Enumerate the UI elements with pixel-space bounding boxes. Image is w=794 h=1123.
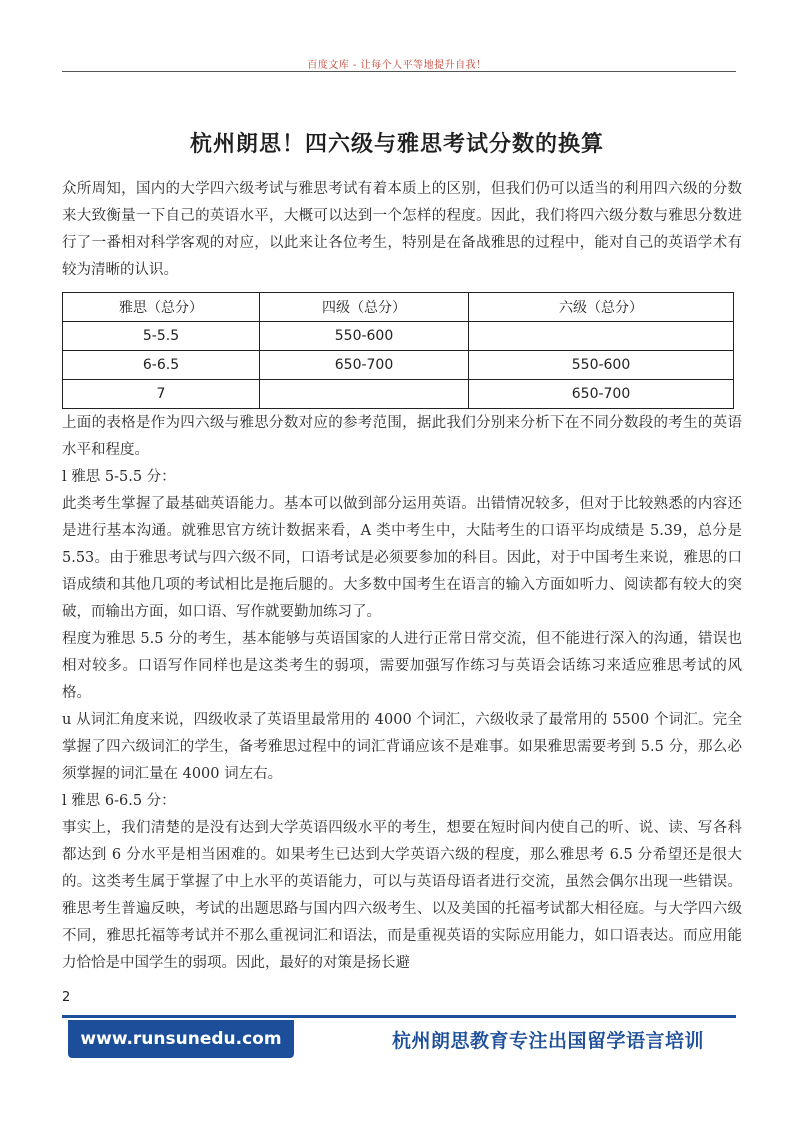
footer-slogan: 杭州朗思教育专注出国留学语言培训 [392,1030,705,1052]
body-paragraph-ielts-5-level: 程度为雅思 5.5 分的考生，基本能够与英语国家的人进行正常日常交流，但不能进行深入的沟通，错误也相对较多。口语写作同样也是这类考生的弱项，需要加强写作练习与英语会话练习来适应雅思考试的风格。 [62,631,742,701]
column-header-cet6: 六级（总分） [469,293,734,322]
cell-cet6: 550-600 [469,351,734,380]
body-paragraph-table-note: 上面的表格是作为四六级与雅思分数对应的参考范围，据此我们分别来分析下在不同分数段的考生的英语水平和程度。 [62,415,742,458]
body-paragraph-ielts-6: 事实上，我们清楚的是没有达到大学英语四级水平的考生，想要在短时间内使自己的听、说、读、写各科都达到 6 分水平是相当困难的。如果考生已达到大学英语六级的程度，那么雅思考 6.5 分希望还是很大的。这类考生属于掌握了中上水平的英语能力，可以与英语母语者进行交流，虽然会偶尔出现一些错误。雅思考生普遍反映，考试的出题思路与国内四六级考生、以及美国的托福考试都大相径庭。与大学四六级不同，雅思托福等考试并不那么重视词汇和语法，而是重视英语的实际应用能力，如口语表达。而应用能力恰恰是中国学生的弱项。因此，最好的对策是扬长避 [62,820,742,971]
section-heading-ielts-5: l 雅思 5-5.5 分： [62,469,176,485]
cell-cet6 [469,322,734,351]
cell-ielts: 7 [63,380,260,409]
header-note: 百度文库 - 让每个人平等地提升自我！ [307,60,487,71]
cell-cet6: 650-700 [469,380,734,409]
table-row [63,351,734,380]
footer-website-link[interactable]: www.runsunedu.com [68,1020,294,1058]
header-divider [62,71,736,72]
body-paragraph-vocabulary: u 从词汇角度来说，四级收录了英语里最常用的 4000 个词汇，六级收录了最常用的 5500 个词汇。完全掌握了四六级词汇的学生，备考雅思过程中的词汇背诵应该不是难事。如果雅思需要考到 5.5 分，那么必须掌握的词汇量在 4000 词左右。 [62,712,742,782]
table-header-row [63,293,734,322]
body-paragraph-ielts-5-overview: 此类考生掌握了最基础英语能力。基本可以做到部分运用英语。出错情况较多，但对于比较熟悉的内容还是进行基本沟通。就雅思官方统计数据来看，A 类中考生中，大陆考生的口语平均成绩是 5.39，总分是 5.53。由于雅思考试与四六级不同，口语考试是必须要参加的科目。因此，对于中国考生来说，雅思的口语成绩和其他几项的考试相比是拖后腿的。大多数中国考生在语言的输入方面如听力、阅读都有较大的突破，而输出方面，如口语、写作就要勤加练习了。 [62,496,742,620]
table-row [63,322,734,351]
page-title: 杭州朗思！四六级与雅思考试分数的换算 [189,132,604,157]
footer-divider [62,1015,736,1018]
cell-cet4 [260,380,469,409]
section-heading-ielts-6: l 雅思 6-6.5 分： [62,793,176,809]
cell-ielts: 5-5.5 [63,322,260,351]
intro-paragraph: 众所周知，国内的大学四六级考试与雅思考试有着本质上的区别，但我们仍可以适当的利用四六级的分数来大致衡量一下自己的英语水平，大概可以达到一个怎样的程度。因此，我们将四六级分数与雅思分数进行了一番相对科学客观的对应，以此来让各位考生，特别是在备战雅思的过程中，能对自己的英语学术有较为清晰的认识。 [62,181,742,278]
cell-ielts: 6-6.5 [63,351,260,380]
score-table [62,292,734,409]
cell-cet4: 650-700 [260,351,469,380]
column-header-ielts: 雅思（总分） [63,293,260,322]
cell-cet4: 550-600 [260,322,469,351]
table-row [63,380,734,409]
page-number: 2 [62,990,71,1005]
column-header-cet4: 四级（总分） [260,293,469,322]
